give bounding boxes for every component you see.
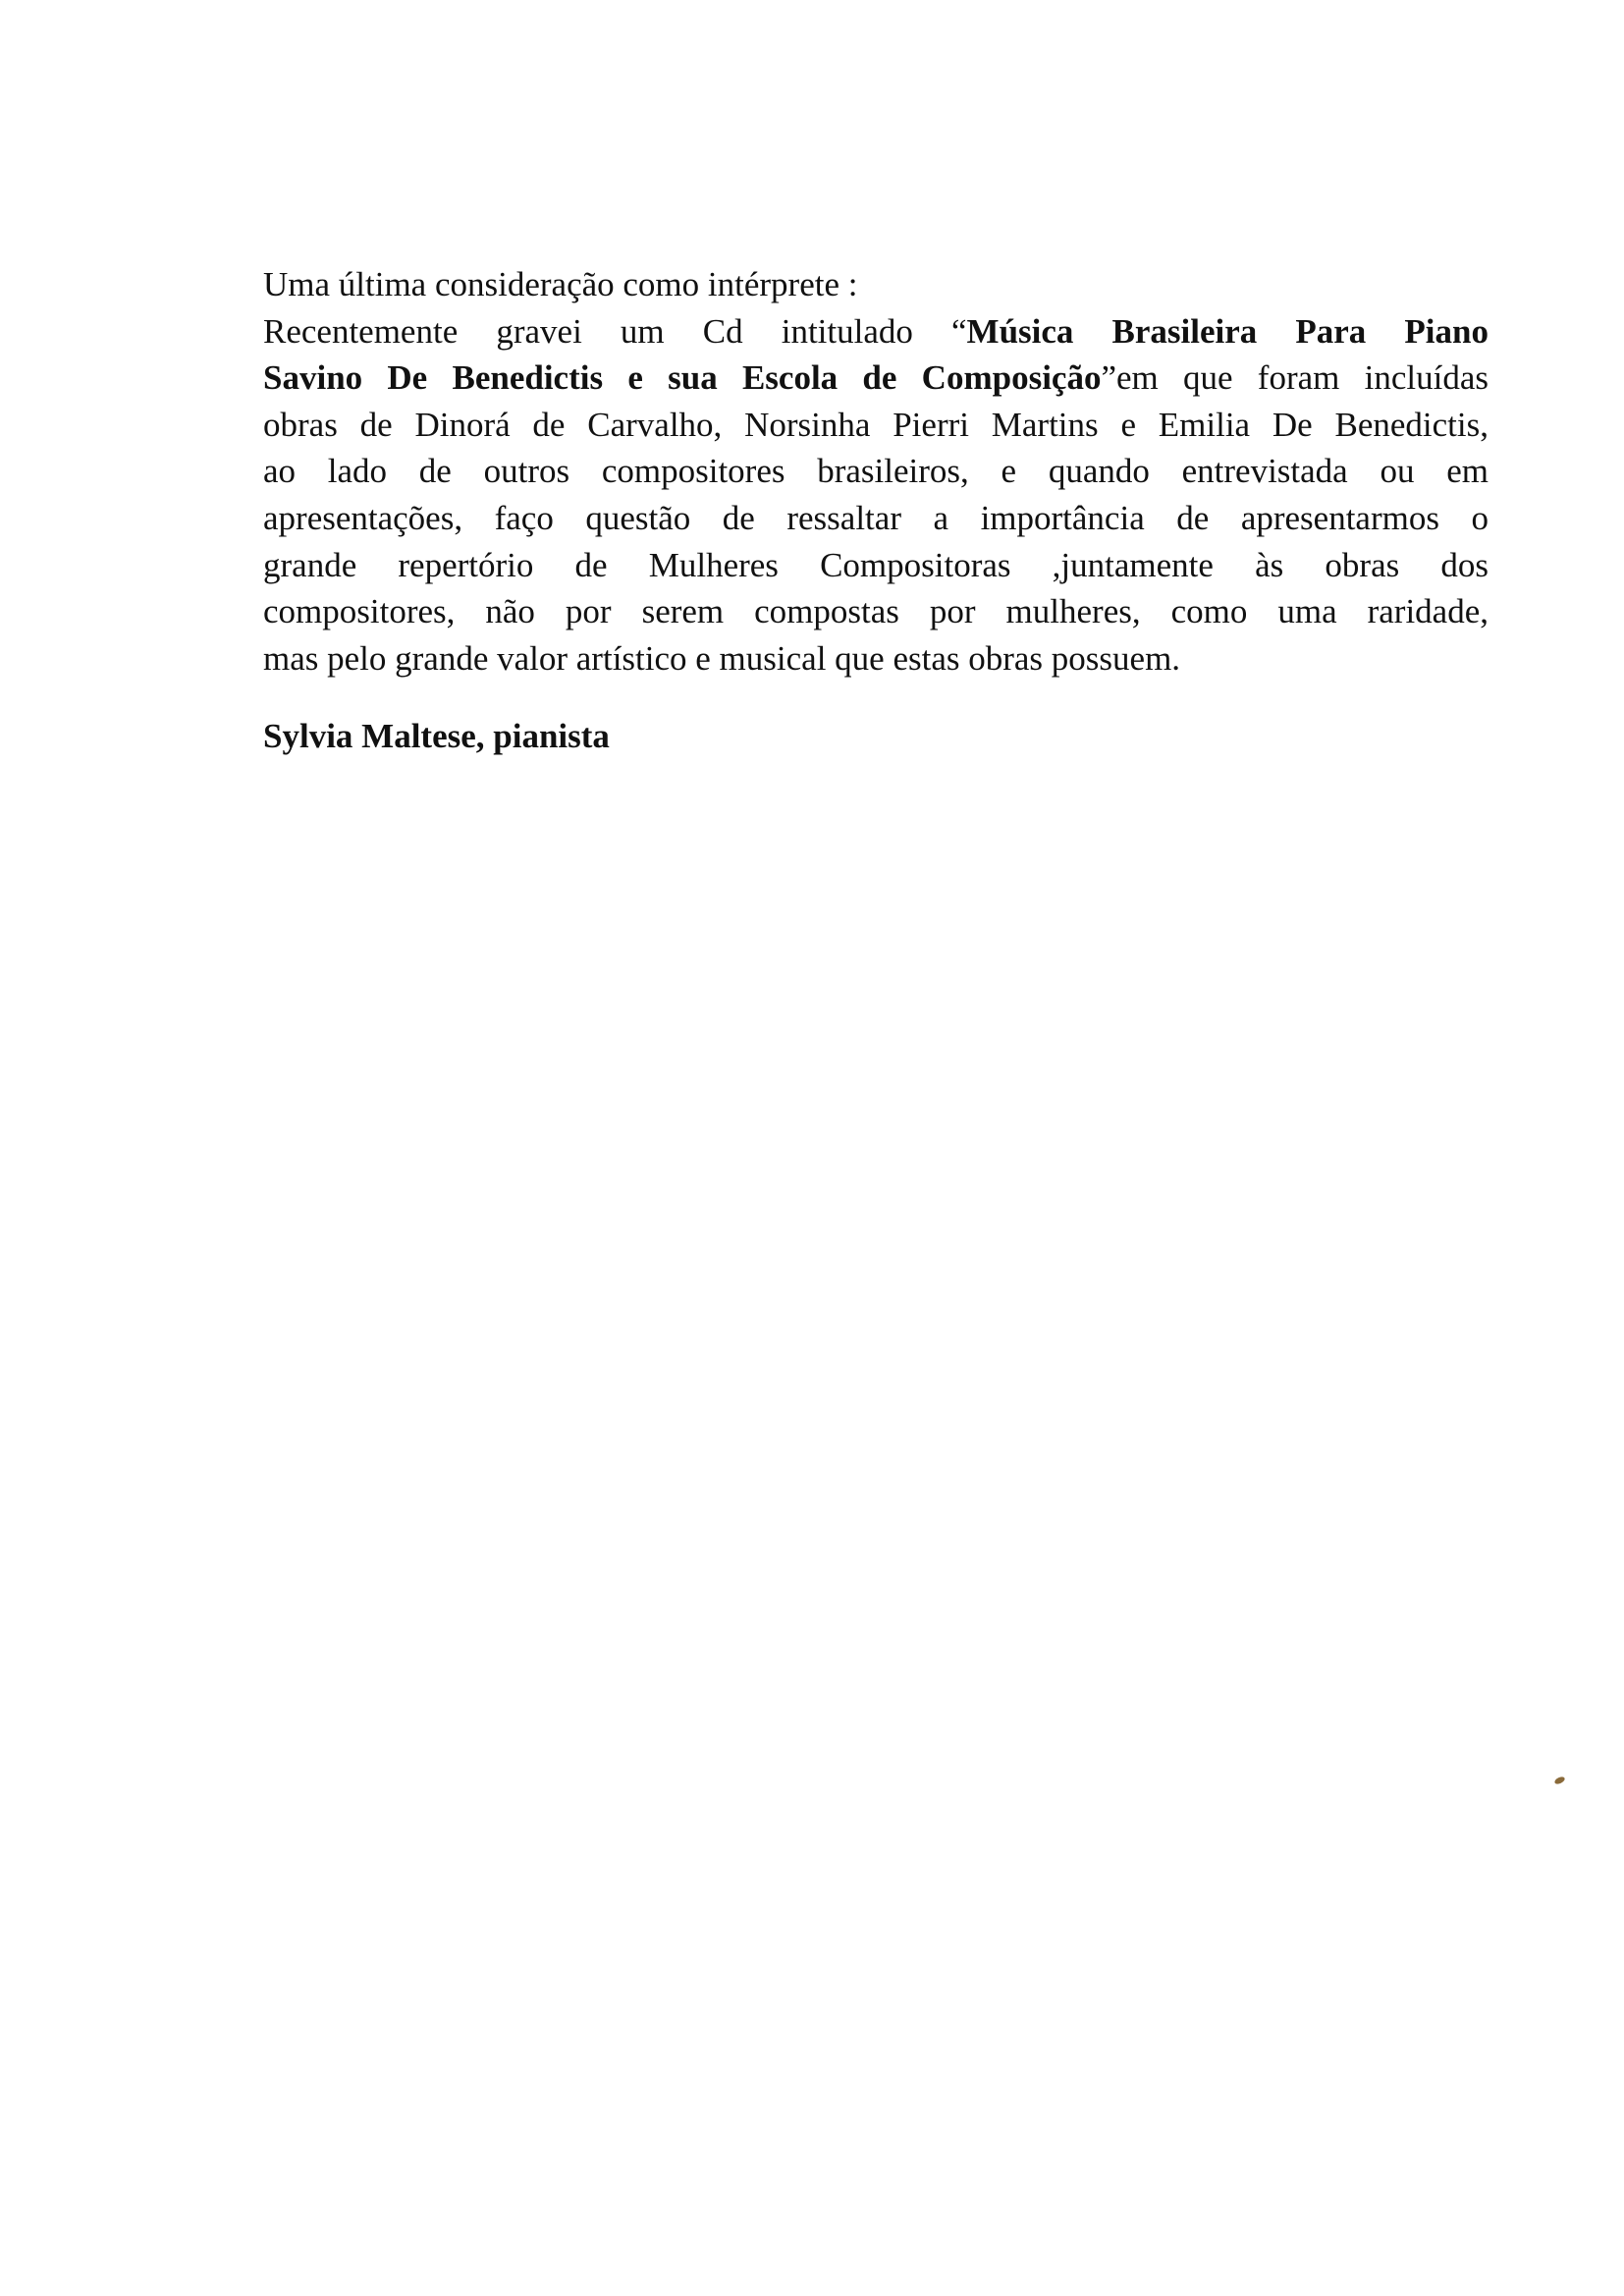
signature: Sylvia Maltese, pianista [263, 717, 610, 755]
paragraph-line: Uma última consideração como intérprete : [263, 265, 858, 303]
paragraph-line [263, 308, 1489, 355]
paragraph-line [263, 355, 1489, 402]
paragraph-text: Recentemente gravei um Cd intitulado “ [263, 311, 967, 351]
paragraph-line: apresentações, faço questão de ressaltar a importância de apresentarmos o [263, 498, 1489, 537]
paragraph-line: obras de Dinorá de Carvalho, Norsinha Pierri Martins e Emilia De Benedictis, [263, 405, 1489, 444]
paragraph-line: grande repertório de Mulheres Compositoras ,juntamente às obras dos [263, 545, 1489, 584]
paragraph-text: ”em que foram incluídas [1101, 358, 1489, 398]
cd-title-bold: Savino De Benedictis e sua Escola de Composição [263, 358, 1102, 398]
cd-title-bold: Música Brasileira Para Piano [966, 311, 1489, 351]
scan-speck [1553, 1776, 1566, 1785]
paragraph-line: ao lado de outros compositores brasileiros, e quando entrevistada ou em [263, 452, 1489, 491]
body-paragraph [263, 261, 1489, 682]
paragraph-line: mas pelo grande valor artístico e musical que estas obras possuem. [263, 638, 1181, 678]
paragraph-line: compositores, não por serem compostas por mulheres, como uma raridade, [263, 592, 1489, 631]
